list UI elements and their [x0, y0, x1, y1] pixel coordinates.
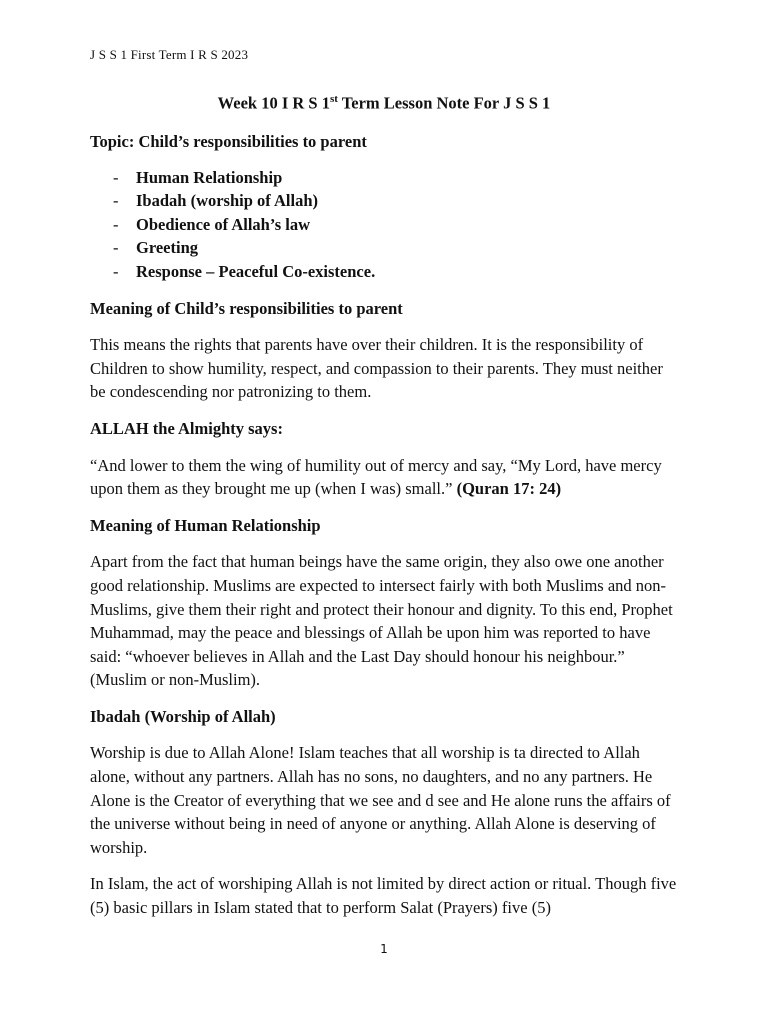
dash-marker: -: [113, 191, 119, 211]
title-suffix: Term Lesson Note For J S S 1: [337, 93, 551, 113]
human-relationship-heading: Meaning of Human Relationship: [90, 515, 321, 535]
list-item: - Ibadah (worship of Allah): [90, 189, 680, 213]
dash-marker: -: [113, 214, 119, 234]
list-item: - Obedience of Allah’s law: [90, 213, 680, 237]
quran-quote: [90, 454, 680, 501]
topic-heading: Topic: Child’s responsibilities to parent: [90, 132, 367, 151]
title-prefix: Week 10 I R S 1: [217, 93, 330, 113]
list-item: - Greeting: [90, 236, 680, 260]
meaning-paragraph: This means the rights that parents have over their children. It is the responsibility of Children to show humility, respect, and compassion to their parents. They must neither be condescending nor patronizing to them.: [90, 335, 663, 402]
title-superscript: st: [329, 93, 338, 105]
page-number: 1: [380, 942, 388, 956]
islam-worship-paragraph: In Islam, the act of worshiping Allah is not limited by direct action or ritual. Though five (5) basic pillars in Islam stated that to perform Salat (Prayers) five (5): [90, 874, 677, 918]
list-item: - Human Relationship: [90, 166, 680, 190]
dash-marker: -: [113, 261, 119, 281]
list-item: - Response – Peaceful Co-existence.: [90, 260, 680, 284]
quote-text: “And lower to them the wing of humility out of mercy and say, “My Lord, have mercy upon them as they brought me up (when I was) small.”: [90, 455, 662, 499]
allah-says-heading: ALLAH the Almighty says:: [90, 418, 283, 438]
quote-reference: (Quran 17: 24): [456, 479, 562, 499]
ibadah-paragraph: Worship is due to Allah Alone! Islam teaches that all worship is ta directed to Allah alone, without any partners. Allah has no sons, no daughters, and no any partners. He Alone is the Creator of everything that we see and d see and He alone runs the affairs of the universe without being in need of anyone or anything. Allah Alone is deserving of worship.: [90, 743, 671, 857]
meaning-heading: Meaning of Child’s responsibilities to parent: [90, 298, 403, 318]
dash-marker: -: [113, 238, 119, 258]
human-relationship-paragraph: Apart from the fact that human beings have the same origin, they also owe one another good relationship. Muslims are expected to intersect fairly with both Muslims and non- Muslims, give them their right and protect their honour and dignity. To this end, Prophet Muhammad, may the peace and blessings of Allah be upon him was reported to have said: “whoever believes in Allah and the Last Day should honour his neighbour.” (Muslim or non-Muslim).: [90, 552, 673, 690]
page-header: J S S 1 First Term I R S 2023: [90, 47, 249, 62]
ibadah-heading: Ibadah (Worship of Allah): [90, 706, 276, 726]
document-body: [90, 130, 680, 920]
document-title: [0, 93, 768, 114]
topic-list: [90, 166, 680, 284]
dash-marker: -: [113, 167, 119, 187]
